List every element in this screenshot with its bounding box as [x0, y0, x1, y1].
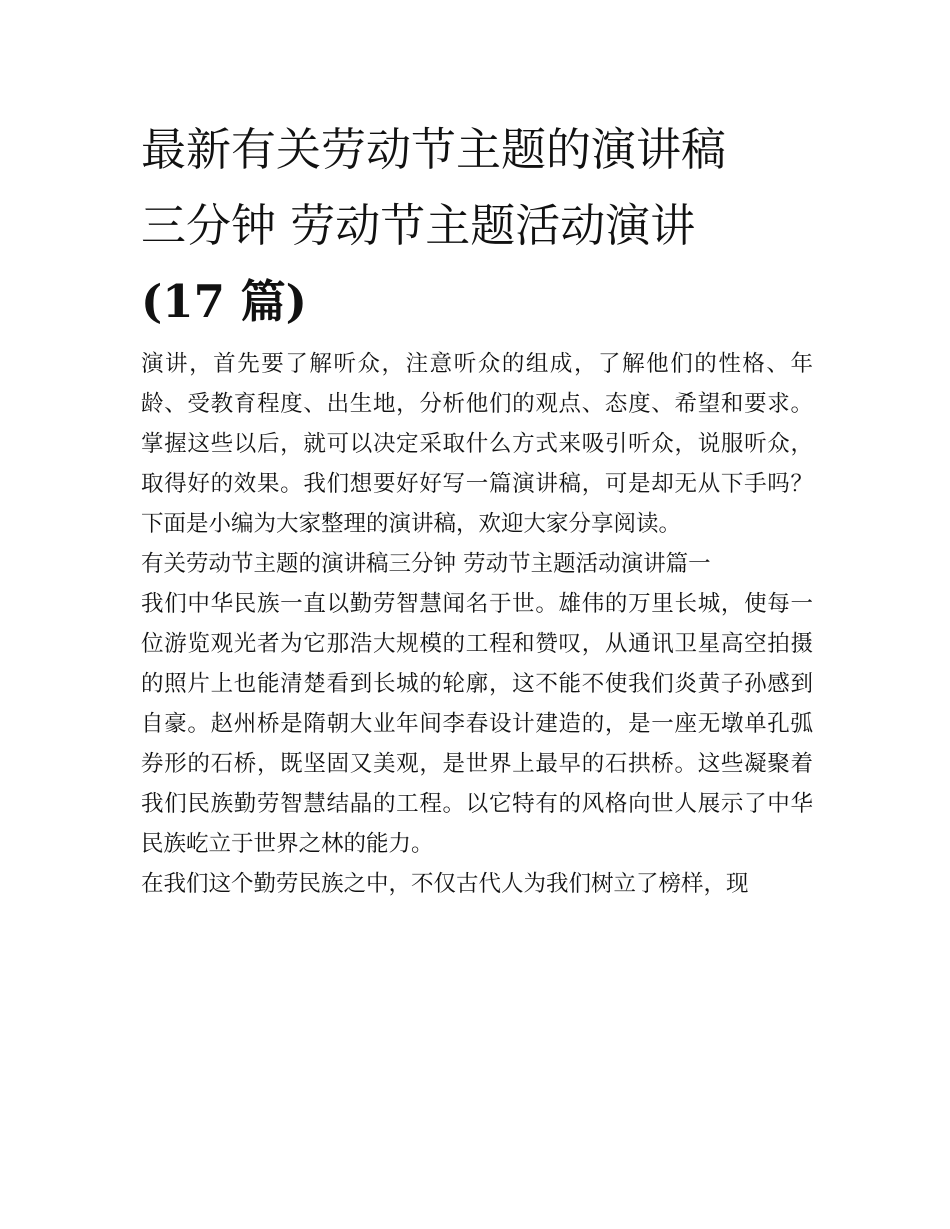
body-paragraph-1: 我们中华民族一直以勤劳智慧闻名于世。雄伟的万里长城，使每一位游览观光者为它那浩大规模的工程和赞叹，从通讯卫星高空拍摄的照片上也能清楚看到长城的轮廓，这不能不使我们炎黄子孙感到自豪。赵州桥是隋朝大业年间李春设计建造的，是一座无墩单孔弧券形的石桥，既坚固又美观，是世界上最早的石拱桥。这些凝聚着我们民族勤劳智慧结晶的工程。以它特有的风格向世人展示了中华民族屹立于世界之林的能力。 — [141, 591, 813, 857]
section-heading: 有关劳动节主题的演讲稿三分钟 劳动节主题活动演讲篇一 — [141, 551, 711, 577]
title-line-1: 最新有关劳动节主题的演讲稿 — [141, 123, 727, 176]
title-line-3: (17 篇) — [141, 275, 307, 328]
document-title — [141, 112, 813, 340]
title-line-2: 三分钟 劳动节主题活动演讲 — [141, 199, 696, 252]
document-page — [141, 112, 813, 904]
intro-paragraph: 演讲，首先要了解听众，注意听众的组成，了解他们的性格、年龄、受教育程度、出生地，分析他们的观点、态度、希望和要求。掌握这些以后，就可以决定采取什么方式来吸引听众，说服听众，取得好的效果。我们想要好好写一篇演讲稿，可是却无从下手吗？下面是小编为大家整理的演讲稿，欢迎大家分享阅读。 — [141, 351, 813, 537]
body-paragraph-2: 在我们这个勤劳民族之中，不仅古代人为我们树立了榜样，现 — [141, 871, 749, 897]
